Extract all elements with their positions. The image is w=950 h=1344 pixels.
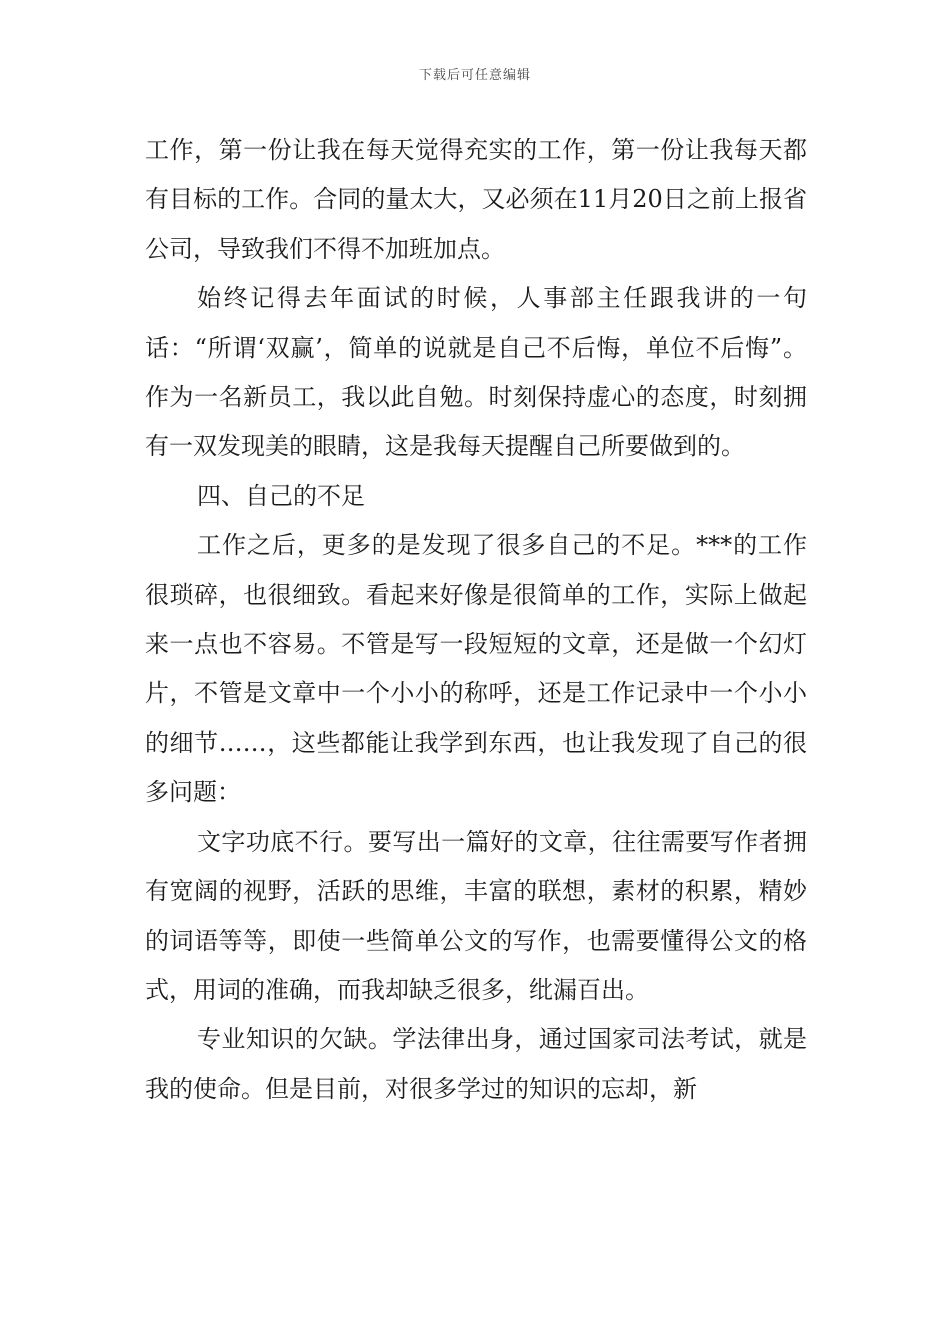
paragraph-continuation: 工作，第一份让我在每天觉得充实的工作，第一份让我每天都有目标的工作。合同的量太大，又必须在11月20日之前上报省公司，导致我们不得不加班加点。	[145, 136, 807, 263]
paragraph-writing-skills: 文字功底不行。要写出一篇好的文章，往往需要写作者拥有宽阔的视野，活跃的思维，丰富的联想，素材的积累，精妙的词语等等，即使一些简单公文的写作，也需要懂得公文的格式，用词的准确，而我却缺乏很多，纰漏百出。	[145, 827, 807, 1004]
document-body	[145, 126, 807, 1114]
paragraph-shortcomings-intro: 工作之后，更多的是发现了很多自己的不足。***的工作很琐碎，也很细致。看起来好像是很简单的工作，实际上做起来一点也不容易。不管是写一段短短的文章，还是做一个幻灯片，不管是文章中一个小小的称呼，还是工作记录中一个小小的细节……，这些都能让我学到东西，也让我发现了自己的很多问题：	[145, 531, 807, 807]
paragraph-interview-memory: 始终记得去年面试的时候，人事部主任跟我讲的一句话：“所谓‘双赢’，简单的说就是自己不后悔，单位不后悔”。作为一名新员工，我以此自勉。时刻保持虚心的态度，时刻拥有一双发现美的眼睛，这是我每天提醒自己所要做到的。	[145, 284, 807, 461]
paragraph-professional-knowledge: 专业知识的欠缺。学法律出身，通过国家司法考试，就是我的使命。但是目前，对很多学过的知识的忘却，新	[145, 1025, 807, 1103]
page-header-note: 下载后可任意编辑	[418, 68, 531, 83]
section-heading-shortcomings: 四、自己的不足	[197, 481, 365, 510]
